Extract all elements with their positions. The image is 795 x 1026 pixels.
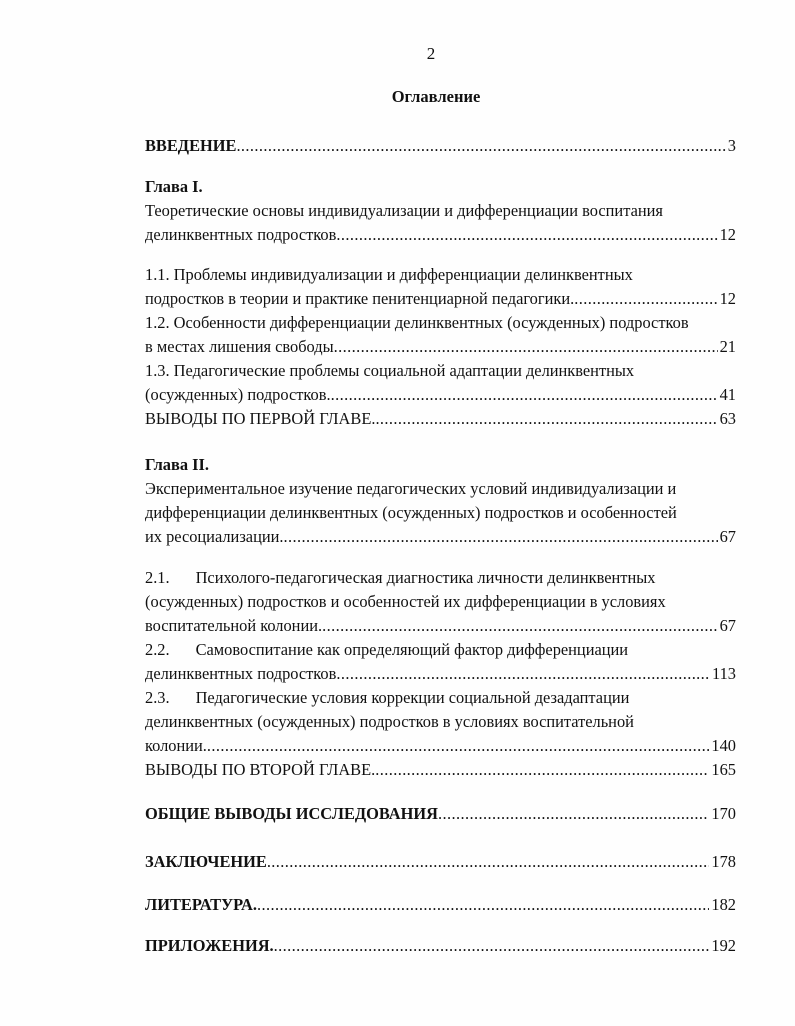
toc-entry-introduction[interactable]	[145, 134, 736, 158]
entry-label: ВВЕДЕНИЕ	[145, 136, 237, 155]
entry-text: 1.1. Проблемы индивидуализации и дифференциации делинквентных	[145, 265, 633, 284]
entry-page: 192	[711, 936, 736, 955]
dot-leader	[574, 287, 717, 311]
dot-leader	[375, 758, 709, 782]
entry-page: 41	[719, 385, 736, 404]
toc-entry-chapter-2[interactable]	[145, 477, 736, 549]
entry-text: Экспериментальное изучение педагогических условий индивидуализации и	[145, 479, 677, 498]
entry-text: подростков в теории и практике пенитенциарной педагогики.	[145, 289, 575, 308]
entry-text: (осужденных) подростков.	[145, 385, 331, 404]
entry-label: ЛИТЕРАТУРА.	[145, 895, 257, 914]
entry-page: 67	[719, 616, 736, 635]
page-number: 2	[426, 44, 436, 63]
entry-page: 113	[712, 664, 736, 683]
chapter-1-label: Глава I.	[145, 177, 203, 196]
entry-label: ЗАКЛЮЧЕНИЕ	[145, 852, 267, 871]
toc-entry-section-2-2[interactable]	[145, 638, 736, 686]
entry-text: 1.3. Педагогические проблемы социальной адаптации делинквентных	[145, 361, 635, 380]
entry-text: ВЫВОДЫ ПО ВТОРОЙ ГЛАВЕ.	[145, 760, 376, 779]
entry-text: Психолого-педагогическая диагностика личности делинквентных	[195, 568, 656, 587]
toc-entry-appendices[interactable]	[145, 934, 736, 958]
toc-entry-literature[interactable]	[145, 893, 736, 917]
entry-text: колонии.	[145, 736, 207, 755]
entry-page: 178	[711, 852, 736, 871]
dot-leader	[322, 614, 718, 638]
entry-label: ПРИЛОЖЕНИЯ.	[145, 936, 274, 955]
entry-text: делинквентных подростков	[145, 664, 337, 683]
toc-entry-chapter-2-conclusions[interactable]	[145, 758, 736, 782]
dot-leader	[334, 335, 718, 359]
entry-page: 3	[727, 136, 736, 155]
entry-text: Педагогические условия коррекции социальной дезадаптации	[195, 688, 630, 707]
dot-leader	[236, 134, 725, 158]
entry-text: дифференциации делинквентных (осужденных) подростков и особенностей	[145, 503, 677, 522]
entry-page: 12	[719, 289, 736, 308]
toc-entry-chapter-1[interactable]	[145, 199, 736, 247]
dot-leader	[438, 802, 709, 826]
entry-text: Теоретические основы индивидуализации и дифференциации воспитания	[145, 201, 663, 220]
entry-page: 21	[719, 337, 736, 356]
toc-entry-section-1-3[interactable]	[145, 359, 736, 407]
entry-text: делинквентных (осужденных) подростков в условиях воспитательной	[145, 712, 634, 731]
entry-page: 140	[711, 736, 736, 755]
toc-entry-section-1-2[interactable]	[145, 311, 736, 359]
chapter-2-label: Глава II.	[145, 455, 209, 474]
dot-leader	[267, 850, 710, 874]
section-number: 2.3.	[145, 688, 170, 707]
dot-leader	[331, 383, 718, 407]
entry-page: 67	[719, 527, 736, 546]
dot-leader	[274, 934, 710, 958]
entry-text: делинквентных подростков	[145, 225, 337, 244]
entry-page: 170	[711, 804, 736, 823]
entry-text: их ресоциализации.	[145, 527, 284, 546]
entry-text: 1.2. Особенности дифференциации делинквентных (осужденных) подростков	[145, 313, 689, 332]
dot-leader	[336, 223, 717, 247]
entry-text: (осужденных) подростков и особенностей их дифференциации в условиях	[145, 592, 666, 611]
toc-entry-section-1-1[interactable]	[145, 263, 736, 311]
toc-entry-section-2-1[interactable]	[145, 566, 736, 638]
toc-title: Оглавление	[391, 87, 481, 106]
entry-text: воспитательной колонии.	[145, 616, 323, 635]
dot-leader	[375, 407, 717, 431]
toc-entry-chapter-1-conclusions[interactable]	[145, 407, 736, 431]
entry-label: ОБЩИЕ ВЫВОДЫ ИССЛЕДОВАНИЯ	[145, 804, 438, 823]
dot-leader	[284, 525, 718, 549]
dot-leader	[257, 893, 709, 917]
entry-page: 182	[711, 895, 736, 914]
toc-entry-conclusion[interactable]	[145, 850, 736, 874]
entry-page: 165	[711, 760, 736, 779]
entry-text: ВЫВОДЫ ПО ПЕРВОЙ ГЛАВЕ.	[145, 409, 376, 428]
toc-entry-general-conclusions[interactable]	[145, 802, 736, 826]
entry-page: 12	[719, 225, 736, 244]
entry-text: Самовоспитание как определяющий фактор дифференциации	[195, 640, 629, 659]
section-number: 2.2.	[145, 640, 170, 659]
dot-leader	[336, 662, 710, 686]
dot-leader	[207, 734, 710, 758]
section-number: 2.1.	[145, 568, 170, 587]
entry-text: в местах лишения свободы	[145, 337, 334, 356]
toc-entry-section-2-3[interactable]	[145, 686, 736, 758]
entry-page: 63	[719, 409, 736, 428]
